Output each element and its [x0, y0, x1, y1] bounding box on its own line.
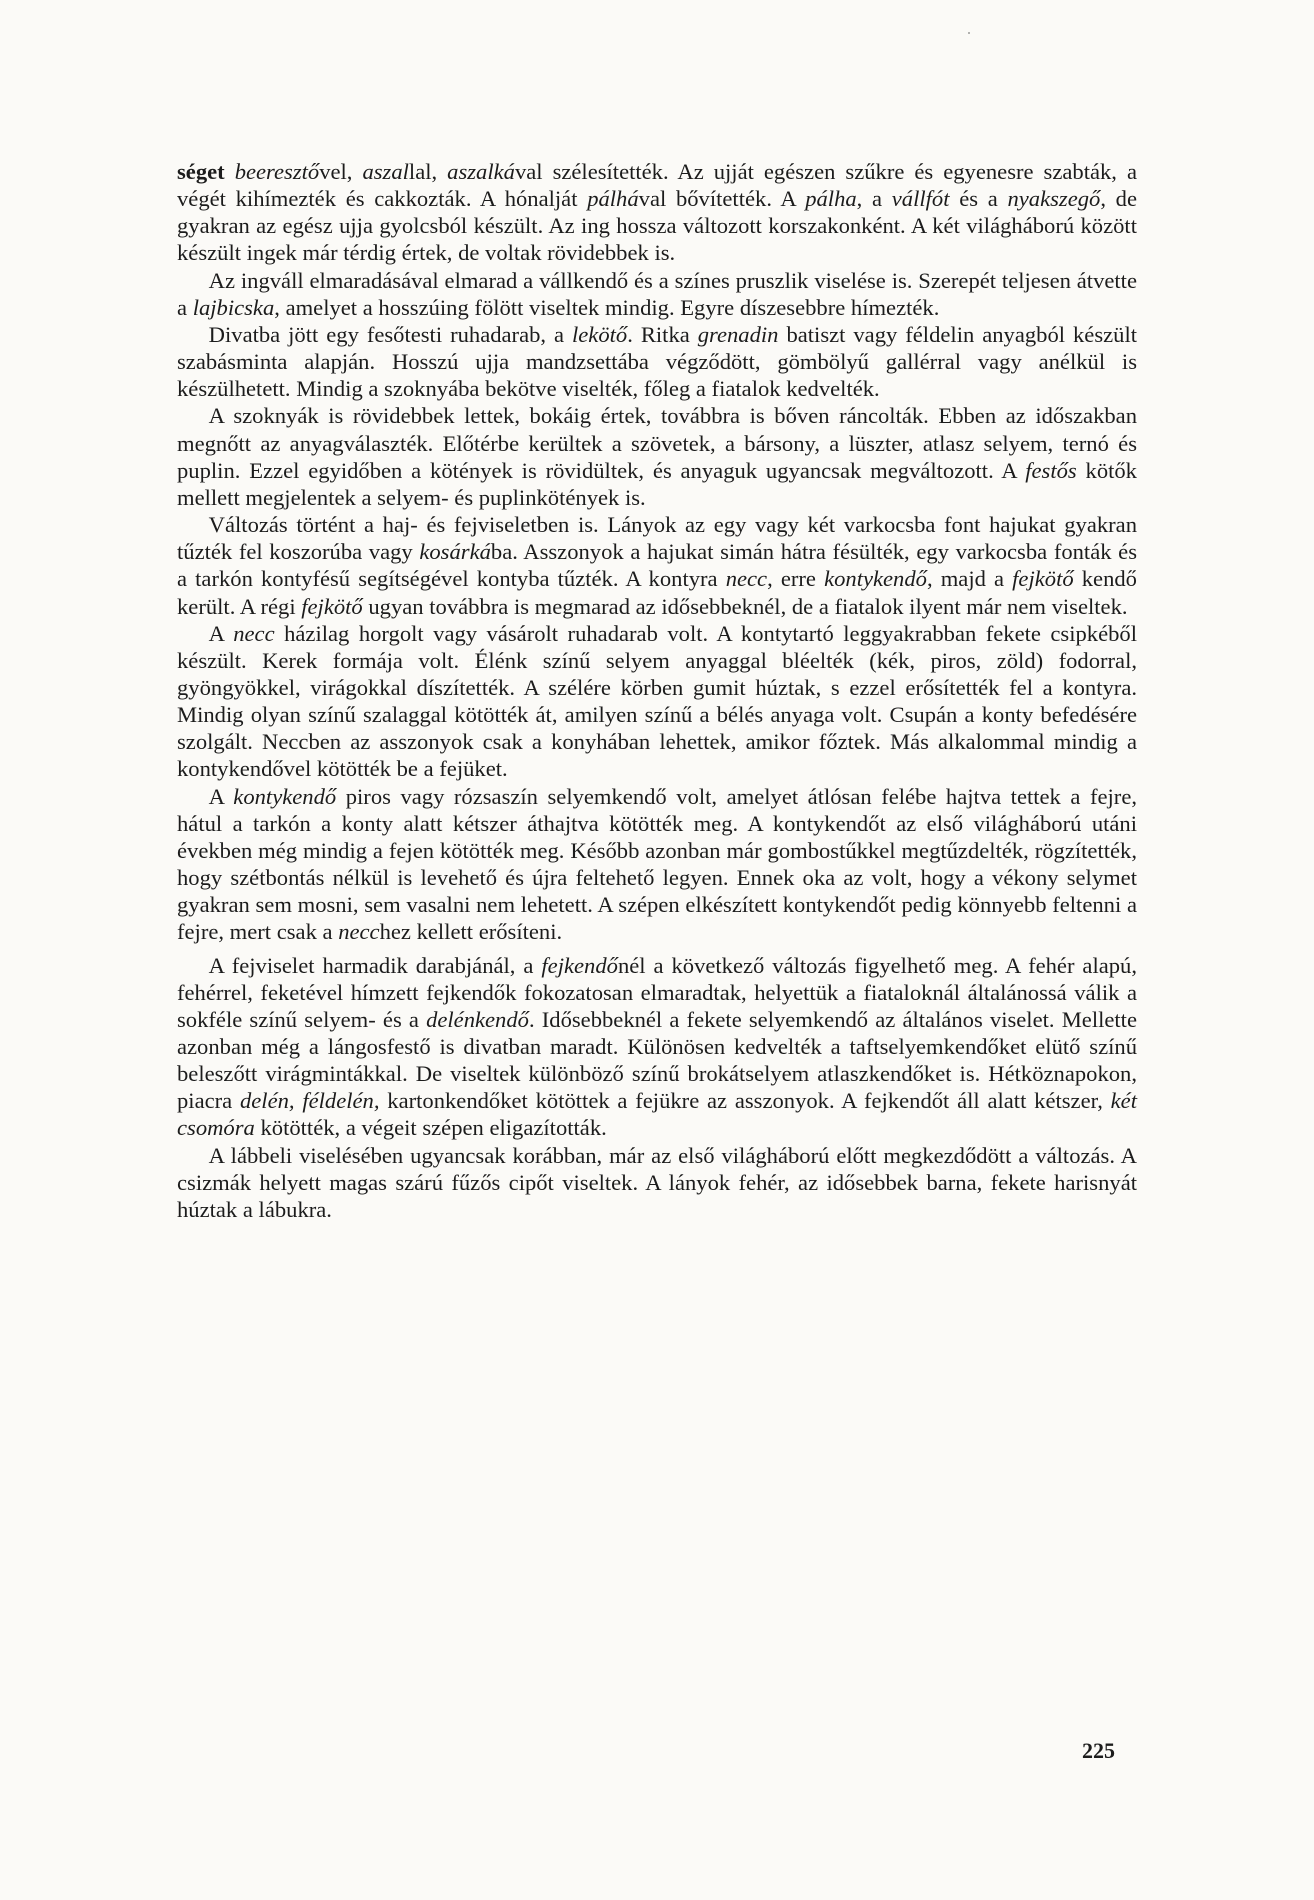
italic-term: vállfót: [891, 186, 950, 212]
text-run: nél a következő változás figyelhető meg. A fehér alapú, fehérrel, feketével hímzett fejkendők fokozatosan elmaradtak, helyettük a fiataloknál általánossá válik a sokféle színű selyem- és a: [177, 952, 1138, 1032]
italic-term: fejkendő: [541, 952, 618, 978]
italic-term: lajbicska: [192, 294, 275, 320]
text-run: . Ritka: [627, 321, 698, 347]
text-run: házilag horgolt vagy vásárolt ruhadarab volt. A kontytartó leggyakrabban fekete csipkéből készült. Kerek formája volt. Élénk színű selyem anyaggal bléelték (kék, piros, zöld) fodorral, gyöngyökkel, virágokkal díszítették. A szélére körben gumit húztak, s ezzel erősítették fel a kontyra. Mindig olyan színű szalaggal kötötték át, amilyen színű a bélés anyaga volt. Csupán a konty befedésére szolgált. Neccben az asszonyok csak a konyhában lehettek, amikor főztek. Más alkalommal mindig a kontykendővel kötötték be a fejüket.: [177, 620, 1137, 782]
text-run: , de gyakran az egész ujja gyolcsból készült. Az ing hossza változott korszakonként. A két világháború között készült ingek már térdig értek, de voltak rövidebbek is.: [177, 186, 1138, 266]
text-run: ugyan továbbra is megmarad az idősebbeknél, de a fiatalok ilyent már nem viseltek.: [362, 593, 1128, 619]
italic-term: két csomóra: [177, 1088, 1137, 1141]
text-run: A: [208, 783, 234, 809]
paragraph: [177, 158, 1137, 267]
text-run: A lábbeli viselésében ugyancsak korábban, már az első világháború előtt megkezdődött a változás. A csizmák helyett magas szárú fűzős cipőt viseltek. A lányok fehér, az idősebbek barna, fekete harisnyát húztak a lábukra.: [177, 1142, 1137, 1222]
text-run: ba. Asszonyok a hajukat simán hátra fésülték, egy varkocsba fonták és a tarkón kontyfésű segítségével kontyba tűzték. A kontyra: [177, 539, 1137, 592]
text-run: Változás történt a haj- és fejviseletben is. Lányok az egy vagy két varkocsba font hajukat gyakran tűzték fel koszorúba vagy: [177, 512, 1137, 565]
italic-term: necc: [725, 566, 768, 592]
italic-term: fejkötő: [301, 593, 363, 619]
italic-term: delénkendő: [426, 1006, 529, 1032]
text-run: kendő került. A régi: [177, 566, 1137, 619]
paragraph: [177, 620, 1137, 783]
italic-term: aszalká: [447, 159, 515, 184]
text-run: piros vagy rózsaszín selyemkendő volt, amelyet átlósan felébe hajtva tettek a fejre, hátul a tarkón a konty alatt kétszer áthajtva kötötték meg. A kontykendőt az első világháború utáni években még mindig a fejen kötötték meg. Később azonban már gombostűkkel megtűzdelték, rögzítették, hogy szétbontás nélkül is levehető és újra feltehető legyen. Ennek oka az volt, hogy a vékony selymet gyakran sem mosni, sem vasalni nem lehetett. A szépen elkészített kontykendőt pedig könnyebb feltenni a fejre, mert csak a: [177, 783, 1138, 945]
italic-term: pálhá: [587, 186, 639, 212]
paragraph: [177, 321, 1137, 402]
paragraph: [177, 952, 1137, 1142]
text-run: A: [208, 620, 234, 646]
text-run: batiszt vagy féldelin anyagból készült szabásminta alapján. Hosszú ujja mandzsettába végződött, gömbölyű gallérral vagy anélkül is készülhetett. Mindig a szoknyába bekötve viselték, főleg a fiatalok kedvelték.: [177, 321, 1137, 402]
paragraph: [177, 783, 1137, 946]
bold-text: séget: [177, 159, 225, 184]
paragraph: [177, 402, 1137, 511]
italic-term: pálha: [805, 186, 857, 212]
italic-term: lekötő: [572, 321, 628, 347]
text-run: kötők mellett megjelentek a selyem- és puplinkötények is.: [177, 457, 1137, 510]
text-run: , majd a: [926, 566, 1013, 592]
text-run: A szoknyák is rövidebbek lettek, bokáig értek, továbbra is bőven ráncolták. Ebben az időszakban megnőtt az anyagválaszték. Előtérbe kerültek a szövetek, a bársony, a lüszter, atlasz selyem, ternó és puplin. Ezzel egyidőben a kötények is rövidültek, és anyaguk ugyancsak megváltozott. A: [177, 403, 1137, 483]
text-run: [225, 159, 235, 184]
italic-term: aszal: [362, 159, 409, 184]
text-run: , a: [856, 186, 892, 212]
italic-term: grenadin: [697, 321, 779, 347]
text-run: vel,: [319, 159, 363, 184]
text-run: . Idősebbeknél a fekete selyemkendő az általános viselet. Mellette azonban még a lángosfestő is divatban maradt. Különösen kedvelték a taftselyemkendőket elütő színű beleszőtt virágmintákkal. De viseltek különböző színű brokátselyem atlaszkendőket is. Hétköznapokon, piacra: [177, 1006, 1137, 1114]
italic-term: nyakszegő: [1007, 186, 1101, 212]
italic-term: beeresztő: [234, 159, 320, 184]
text-run: A fejviselet harmadik darabjánál, a: [208, 952, 542, 978]
text-run: Divatba jött egy fesőtesti ruhadarab, a: [208, 321, 572, 347]
page-number: 225: [1082, 1738, 1115, 1763]
scan-speck: [968, 32, 970, 34]
text-run: , erre: [767, 566, 825, 592]
italic-term: kosárká: [419, 539, 491, 565]
italic-term: kontykendő: [233, 783, 337, 809]
text-run: , amelyet a hosszúing fölött viseltek mindig. Egyre díszesebbre hímezték.: [274, 294, 940, 320]
text-run: val bővítették. A: [638, 186, 806, 212]
paragraph: [177, 1142, 1137, 1223]
text-run: Az ingváll elmaradásával elmarad a vállkendő és a színes pruszlik viselése is. Szerepét teljesen átvette a: [177, 267, 1137, 320]
italic-term: fejkötő: [1012, 566, 1074, 592]
paragraph: [177, 511, 1137, 620]
italic-term: kontykendő: [824, 566, 927, 592]
italic-term: necc: [338, 919, 380, 945]
italic-term: necc: [233, 620, 275, 646]
italic-term: delén, féldelén,: [239, 1088, 380, 1114]
text-run: kartonkendőket kötöttek a fejükre az asszonyok. A fejkendőt áll alatt kétszer,: [379, 1088, 1111, 1114]
text-run: val szélesítették. Az ujját egészen szűkre és egyenesre szabták, a végét kihímezték és cakkozták. A hónalját: [177, 159, 1137, 212]
text-run: lal,: [408, 159, 448, 184]
text-run: kötötték, a végeit szépen eligazították.: [254, 1115, 607, 1141]
body-text: [177, 158, 1137, 1223]
text-run: és a: [949, 186, 1008, 212]
italic-term: festős: [1025, 457, 1077, 483]
paragraph: [177, 267, 1137, 321]
text-run: hez kellett erősíteni.: [379, 919, 563, 945]
